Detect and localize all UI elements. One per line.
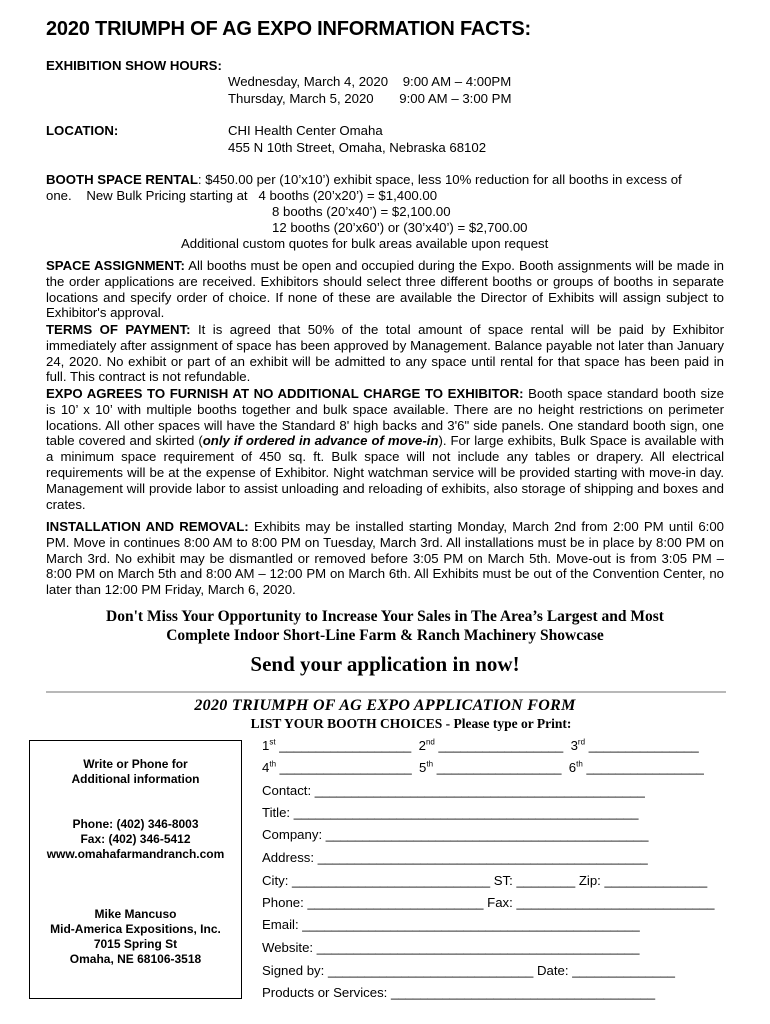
installation-paragraph: INSTALLATION AND REMOVAL: Exhibits may be installed starting Monday, March 2nd from 2:00 PM until 6:00 PM. Move in continues 8:00 AM to 8:00 PM on Tuesday, March 3rd. All installations must be in place by 8:00 PM on March 3rd. No exhibit may be dismantled or removed before 3:05 PM on March 5th. Move-out is from 3:05 PM – 8:00 PM on March 5th and 8:00 AM – 12:00 PM on March 6th. All Exhibits must be out of the Convention Center, no later than 12:00 PM Friday, March 6, 2020. — [46, 519, 724, 598]
terms-paragraph: TERMS OF PAYMENT: It is agreed that 50% of the total amount of space rental will be paid by Exhibitor immediately after assignment of space has been approved by Management. Balance payable not later than January 24, 2020. No exhibit or part of an exhibit will be admitted to any space until rental for that space has been paid in full. This contract is not refundable. — [46, 322, 724, 385]
date-field[interactable]: Date: ______________ — [537, 963, 675, 978]
fax-field[interactable]: Fax: ___________________________ — [487, 895, 715, 910]
phone-field[interactable]: Phone: ________________________ — [262, 895, 484, 910]
city-field[interactable]: City: ___________________________ — [262, 873, 491, 888]
hours-line-1: Wednesday, March 4, 2020 9:00 AM – 4:00PM — [228, 74, 512, 89]
furnish-paragraph: EXPO AGREES TO FURNISH AT NO ADDITIONAL CHARGE TO EXHIBITOR: Booth space standard booth size is 10’ x 10’ with multiple booths together and bulk space available. There are no height restrictions on perimeter locations. All other spaces will have the Standard 8' high backs and 3'6" side panels. One standard booth sign, one table covered and skirted (only if ordered in advance of move-in). For large exhibits, Bulk Space is available with a minimum space requirement of 450 sq. ft. Bulk space will not include any tables or drapery. All electrical requirements will be at the expense of Exhibitor. Night watchman service will be provided starting with move-in day. Management will provide labor to assist unloading and reloading of exhibits, also storage of shipping and boxes and crates. — [46, 386, 724, 512]
address-field[interactable]: Address: _____________________________________________ — [262, 850, 648, 865]
booth-choice-5[interactable]: 5th _________________ — [419, 759, 562, 775]
products-services-field[interactable]: Products or Services: ____________________________________ — [262, 985, 656, 1000]
booth-rental-line-3: 8 booths (20’x40’) = $2,100.00 — [272, 204, 451, 219]
website-field[interactable]: Website: ____________________________________________ — [262, 940, 640, 955]
signed-by-field[interactable]: Signed by: ____________________________ — [262, 963, 534, 978]
furnish-emphasis: only if ordered in advance of move-in — [202, 433, 439, 449]
box-fax: Fax: (402) 346-5412 — [80, 832, 191, 846]
booth-choice-2[interactable]: 2nd _________________ — [418, 737, 564, 753]
hours-line-2: Thursday, March 5, 2020 9:00 AM – 3:00 PM — [228, 91, 512, 106]
title-field[interactable]: Title: _______________________________________________ — [262, 805, 639, 820]
box-heading-2: Additional information — [71, 772, 200, 786]
page-title: 2020 TRIUMPH OF AG EXPO INFORMATION FACTS: — [46, 18, 531, 40]
email-field[interactable]: Email: ______________________________________________ — [262, 917, 640, 932]
booth-rental-line-4: 12 booths (20’x60’) or (30’x40’) = $2,700.00 — [272, 220, 528, 235]
location-line-2: 455 N 10th Street, Omaha, Nebraska 68102 — [228, 140, 487, 155]
contact-field[interactable]: Contact: _____________________________________________ — [262, 783, 645, 798]
promo-line-2: Complete Indoor Short-Line Farm & Ranch Machinery Showcase — [166, 627, 604, 644]
zip-field[interactable]: Zip: ______________ — [578, 873, 708, 888]
box-heading-1: Write or Phone for — [83, 757, 188, 771]
booth-choice-1[interactable]: 1st __________________ — [262, 737, 412, 753]
terms-label: TERMS OF PAYMENT: — [46, 322, 191, 337]
booth-rental-line-1: BOOTH SPACE RENTAL: $450.00 per (10’x10’) exhibit space, less 10% reduction for all booths in excess of — [46, 172, 682, 187]
location-label: LOCATION: — [46, 123, 119, 138]
company-field[interactable]: Company: ____________________________________________ — [262, 827, 649, 842]
box-website: www.omahafarmandranch.com — [46, 847, 225, 861]
installation-label: INSTALLATION AND REMOVAL: — [46, 519, 249, 534]
box-organization: Mid-America Expositions, Inc. — [50, 922, 221, 936]
hours-label: EXHIBITION SHOW HOURS: — [46, 58, 222, 73]
city-state-zip-row — [262, 873, 707, 888]
box-contact-name: Mike Mancuso — [94, 907, 177, 921]
box-street: 7015 Spring St — [93, 937, 178, 951]
contact-info-box — [29, 740, 242, 999]
box-phone: Phone: (402) 346-8003 — [72, 817, 199, 831]
space-assignment-label: SPACE ASSIGNMENT: — [46, 258, 185, 273]
location-line-1: CHI Health Center Omaha — [228, 123, 383, 138]
call-to-action: Send your application in now! — [250, 652, 520, 676]
state-field[interactable]: ST: ________ — [493, 873, 576, 888]
booth-choices-row-2 — [262, 760, 704, 775]
form-title: 2020 TRIUMPH OF AG EXPO APPLICATION FORM — [194, 697, 576, 714]
booth-rental-line-2: one. New Bulk Pricing starting at 4 booths (20’x20’) = $1,400.00 — [46, 188, 438, 203]
booth-choices-row-1 — [262, 738, 699, 753]
booth-rental-line-5: Additional custom quotes for bulk areas available upon request — [181, 236, 549, 251]
booth-choice-6[interactable]: 6th ________________ — [568, 759, 704, 775]
booth-choice-3[interactable]: 3rd _______________ — [570, 737, 699, 753]
box-city: Omaha, NE 68106-3518 — [69, 952, 202, 966]
phone-fax-row — [262, 895, 715, 910]
space-assignment-paragraph: SPACE ASSIGNMENT: All booths must be open and occupied during the Expo. Booth assignments will be made in the order applications are received. Exhibitors should select three different booths or groups of booths in separate locations and specify order of choice. If none of these are available the Director of Exhibits will assign subject to Exhibitor's approval. — [46, 258, 724, 321]
form-subtitle: LIST YOUR BOOTH CHOICES - Please type or Print: — [250, 716, 572, 731]
furnish-label: EXPO AGREES TO FURNISH AT NO ADDITIONAL CHARGE TO EXHIBITOR: — [46, 386, 524, 401]
booth-rental-label: BOOTH SPACE RENTAL — [46, 172, 198, 187]
promo-line-1: Don't Miss Your Opportunity to Increase Your Sales in The Area’s Largest and Most — [106, 608, 664, 625]
section-divider — [46, 691, 726, 693]
booth-choice-4[interactable]: 4th __________________ — [262, 759, 412, 775]
signed-date-row — [262, 963, 675, 978]
